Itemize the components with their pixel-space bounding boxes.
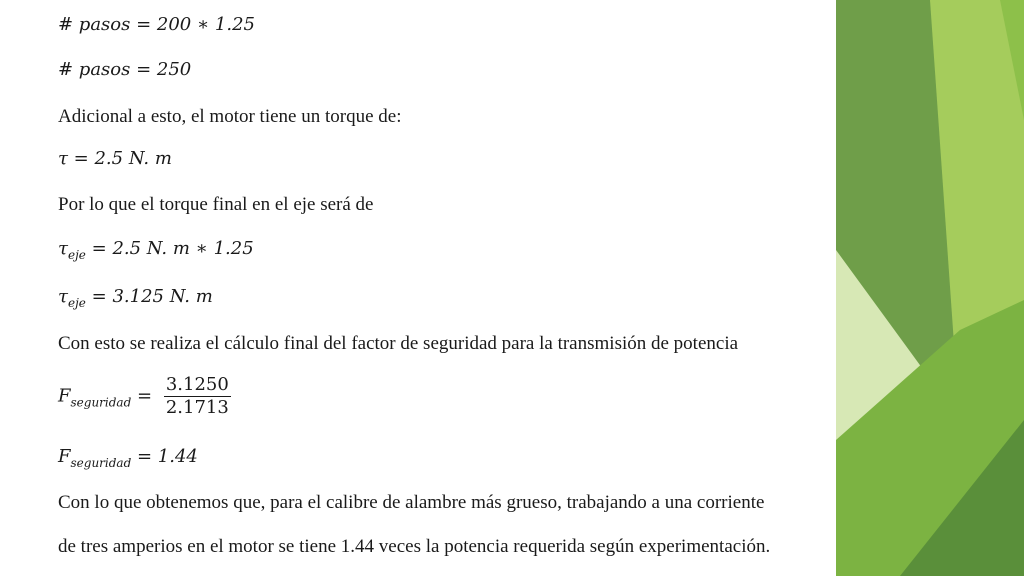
fraction [164, 374, 231, 419]
paragraph-conclusion-line-2: de tres amperios en el motor se tiene 1.44 veces la potencia requerida según experimentación. [58, 536, 771, 557]
equation-text: τ = 2.5 N. m [58, 148, 172, 169]
paragraph-safety-factor-intro: Con esto se realiza el cálculo final del factor de seguridad para la transmisión de potencia [58, 333, 739, 354]
equation-rhs: = 1.44 [137, 446, 198, 467]
equation-pasos-product [58, 14, 255, 35]
fraction-denominator: 2.1713 [165, 397, 229, 418]
equation-safety-factor-result [58, 446, 198, 470]
equation-torque-eje-product [58, 238, 254, 262]
equation-pasos-result [58, 59, 191, 80]
equation-rhs: = 2.5 N. m ∗ 1.25 [91, 238, 254, 259]
equation-torque [58, 148, 172, 169]
paragraph-final-torque: Por lo que el torque final en el eje será de [58, 194, 374, 215]
symbol-f: F [58, 446, 71, 467]
equation-text: # pasos = 250 [58, 59, 192, 80]
subscript-seguridad: seguridad [70, 456, 132, 470]
equals-sign: = [137, 385, 153, 407]
symbol-tau: τ [58, 238, 68, 259]
subscript-seguridad: seguridad [70, 395, 132, 410]
equation-text: # pasos = 200 ∗ 1.25 [58, 14, 256, 35]
equation-rhs: = 3.125 N. m [91, 286, 213, 307]
symbol-tau: τ [58, 286, 68, 307]
subscript-eje: eje [67, 296, 86, 310]
equation-torque-eje-result [58, 286, 213, 310]
equation-safety-factor-fraction [58, 374, 231, 419]
symbol-f: F [58, 385, 71, 407]
paragraph-torque-intro: Adicional a esto, el motor tiene un torque de: [58, 106, 402, 127]
fraction-numerator: 3.1250 [165, 374, 229, 395]
paragraph-conclusion-line-1: Con lo que obtenemos que, para el calibre de alambre más grueso, trabajando a una corriente [58, 492, 765, 513]
subscript-eje: eje [67, 248, 86, 262]
